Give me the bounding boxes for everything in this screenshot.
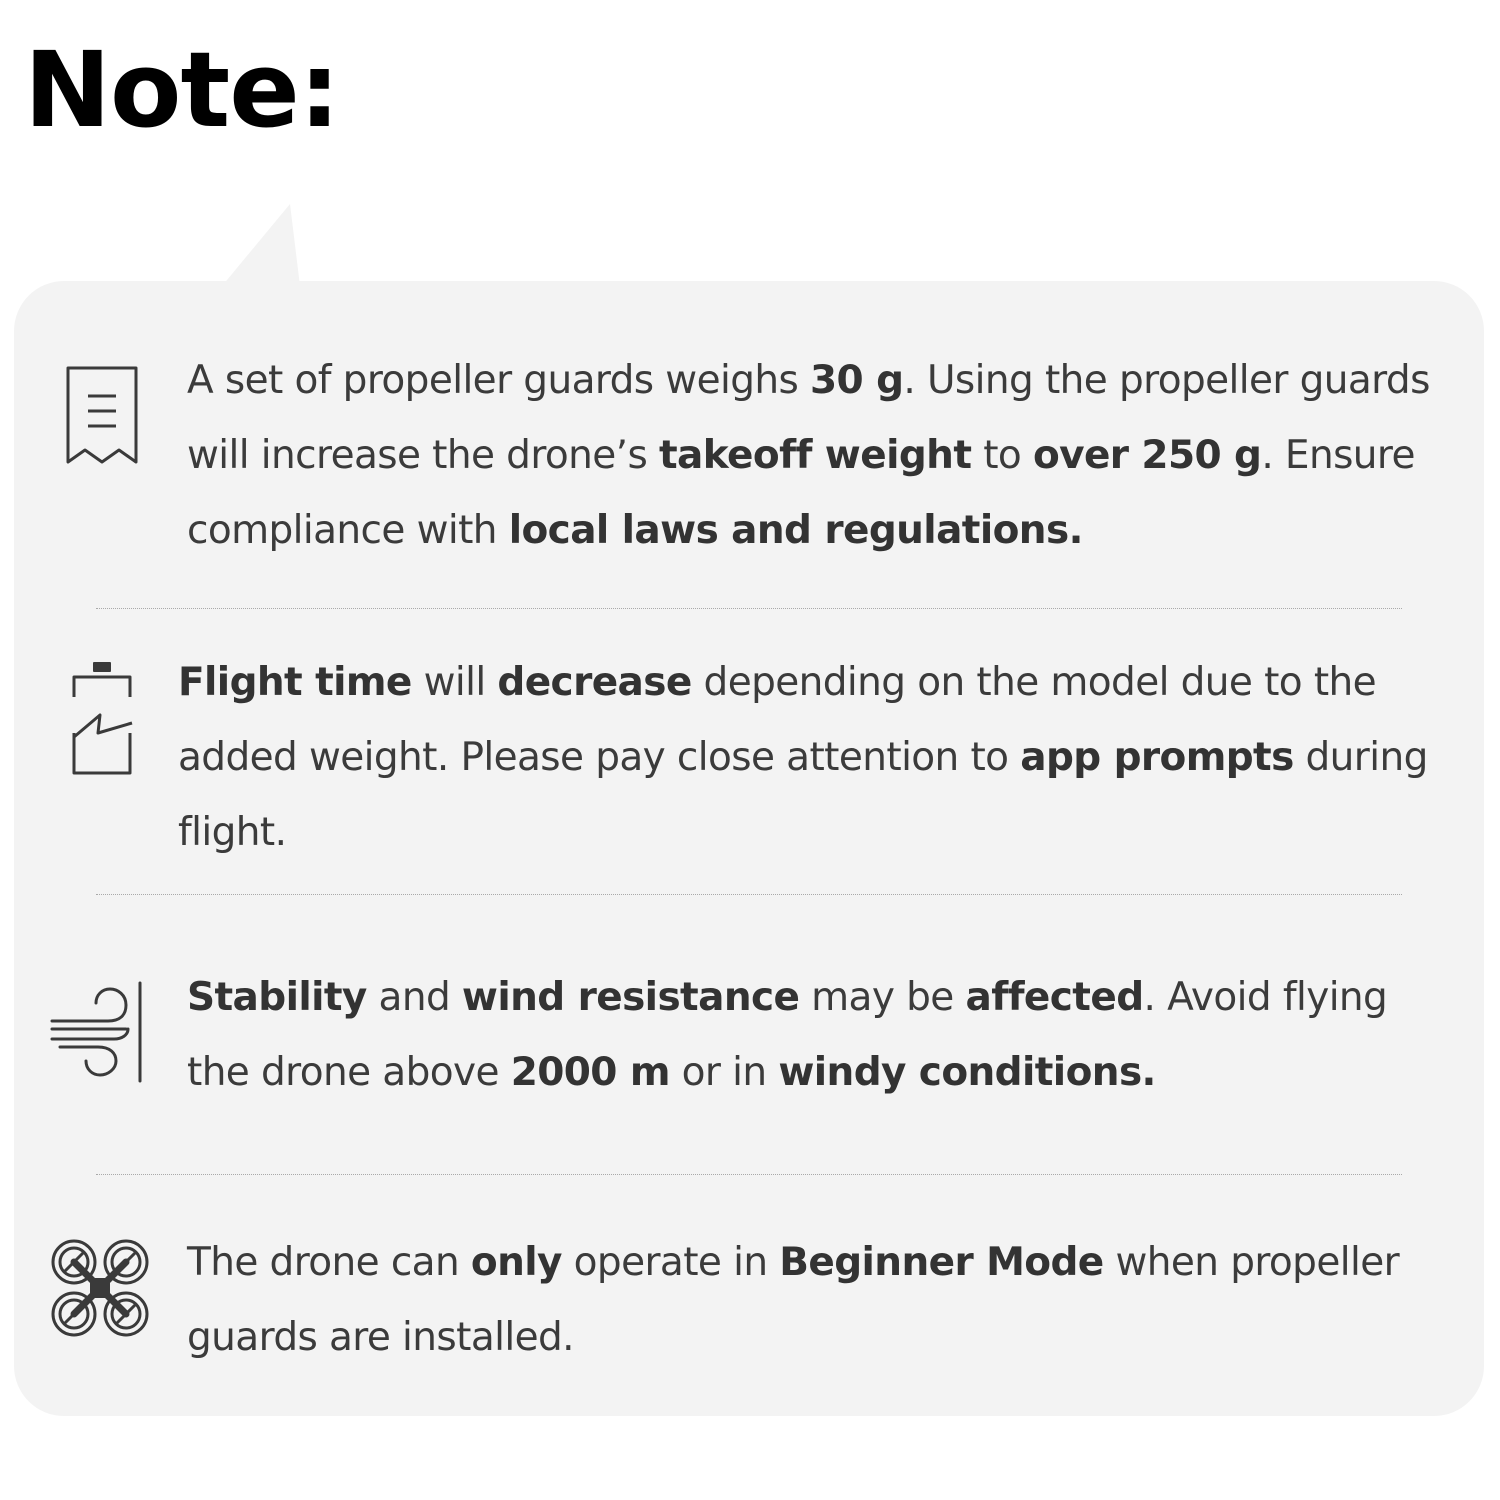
note-run: will bbox=[411, 660, 498, 705]
note-emphasis: 30 g bbox=[810, 358, 904, 403]
note-emphasis: affected bbox=[965, 975, 1144, 1020]
note-emphasis: local laws and regulations. bbox=[508, 508, 1083, 553]
note-run: may be bbox=[799, 975, 966, 1020]
document-icon bbox=[66, 366, 138, 466]
note-emphasis: decrease bbox=[497, 660, 692, 705]
note-run: . Avoid flying the drone above bbox=[187, 975, 1388, 1095]
drone-icon bbox=[50, 1236, 152, 1338]
divider bbox=[96, 608, 1402, 609]
note-run: depending on the model due to the added weight. Please pay close attention to bbox=[178, 660, 1377, 780]
note-emphasis: only bbox=[470, 1240, 562, 1285]
note-run: A set of propeller guards weighs bbox=[187, 358, 811, 403]
note-emphasis: Flight time bbox=[178, 660, 412, 705]
note-emphasis: takeoff weight bbox=[659, 433, 972, 478]
note-emphasis: Beginner Mode bbox=[779, 1240, 1104, 1285]
note-run: . Using the propeller guards will increase the drone’s bbox=[187, 358, 1430, 478]
note-text bbox=[187, 343, 1457, 568]
note-emphasis: wind resistance bbox=[461, 975, 800, 1020]
note-emphasis: Stability bbox=[187, 975, 367, 1020]
notes-card bbox=[14, 281, 1484, 1416]
wind-icon bbox=[50, 981, 150, 1085]
note-run: or in bbox=[669, 1050, 779, 1095]
note-run: . Ensure compliance with bbox=[187, 433, 1415, 553]
note-text bbox=[187, 960, 1457, 1110]
note-emphasis: windy conditions. bbox=[778, 1050, 1156, 1095]
note-text bbox=[187, 1225, 1457, 1375]
note-run: when propeller guards are installed. bbox=[187, 1240, 1400, 1360]
divider bbox=[96, 1174, 1402, 1175]
note-run: and bbox=[366, 975, 462, 1020]
note-run: operate in bbox=[561, 1240, 780, 1285]
battery-icon bbox=[70, 659, 134, 779]
note-emphasis: 2000 m bbox=[510, 1050, 670, 1095]
note-run: The drone can bbox=[187, 1240, 471, 1285]
speech-bubble-tail bbox=[222, 204, 302, 286]
page-title: Note: bbox=[24, 29, 340, 151]
divider bbox=[96, 894, 1402, 895]
note-run: to bbox=[971, 433, 1033, 478]
note-emphasis: app prompts bbox=[1020, 735, 1294, 780]
note-emphasis: over 250 g bbox=[1032, 433, 1262, 478]
note-run: during flight. bbox=[178, 735, 1428, 855]
note-text bbox=[178, 645, 1448, 870]
